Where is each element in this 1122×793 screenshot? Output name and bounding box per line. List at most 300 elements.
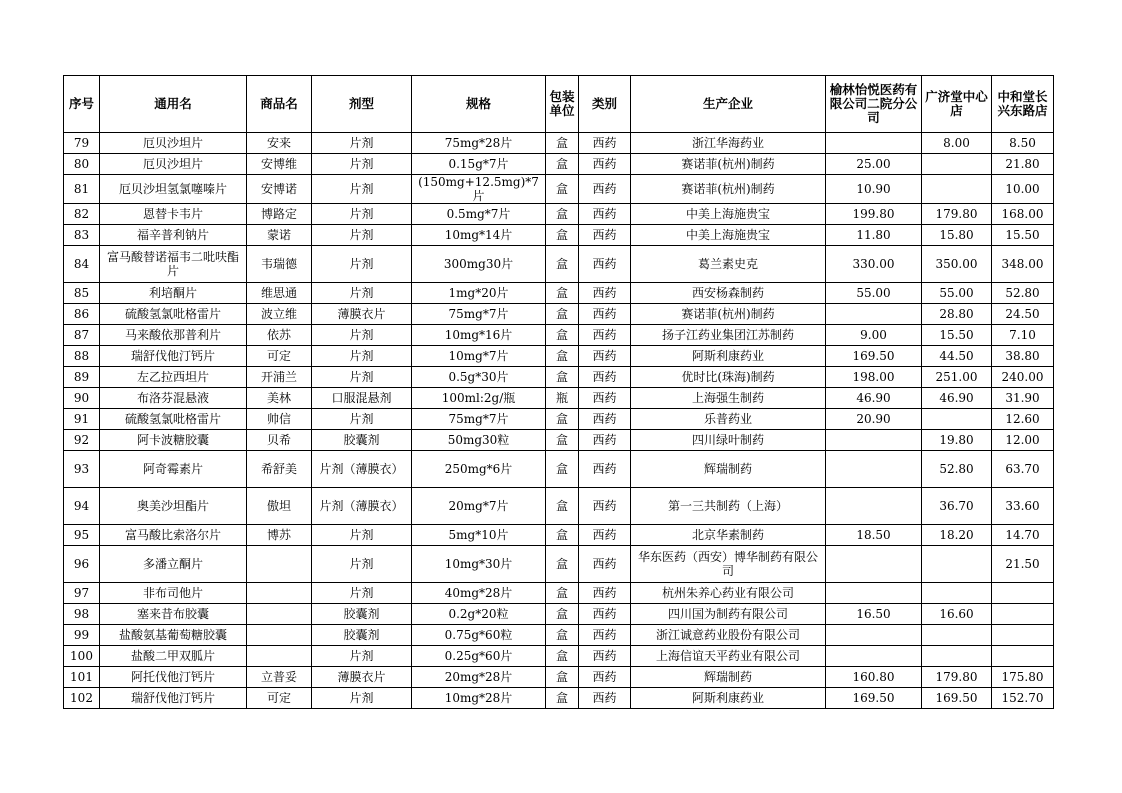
cell-package-unit: 盒 bbox=[546, 525, 579, 546]
cell-price-store-3: 152.70 bbox=[992, 688, 1054, 709]
cell-specification: 75mg*28片 bbox=[412, 133, 546, 154]
cell-price-store-3: 24.50 bbox=[992, 304, 1054, 325]
cell-dosage-form: 薄膜衣片 bbox=[312, 304, 412, 325]
cell-package-unit: 盒 bbox=[546, 283, 579, 304]
cell-generic-name: 塞来昔布胶囊 bbox=[100, 604, 247, 625]
cell-manufacturer: 葛兰素史克 bbox=[631, 246, 826, 283]
cell-price-store-3 bbox=[992, 604, 1054, 625]
cell-price-store-1: 198.00 bbox=[826, 367, 922, 388]
cell-specification: 0.75g*60粒 bbox=[412, 625, 546, 646]
col-header-price-store-2: 广济堂中心店 bbox=[922, 76, 992, 133]
cell-price-store-2: 55.00 bbox=[922, 283, 992, 304]
cell-manufacturer: 中美上海施贵宝 bbox=[631, 204, 826, 225]
cell-package-unit: 盒 bbox=[546, 325, 579, 346]
cell-price-store-1 bbox=[826, 583, 922, 604]
cell-price-store-2: 15.80 bbox=[922, 225, 992, 246]
cell-price-store-1 bbox=[826, 430, 922, 451]
cell-manufacturer: 华东医药（西安）博华制药有限公司 bbox=[631, 546, 826, 583]
cell-price-store-3: 175.80 bbox=[992, 667, 1054, 688]
cell-category: 西药 bbox=[579, 604, 631, 625]
cell-index: 80 bbox=[64, 154, 100, 175]
cell-manufacturer: 上海信谊天平药业有限公司 bbox=[631, 646, 826, 667]
cell-package-unit: 盒 bbox=[546, 133, 579, 154]
col-header-package-unit: 包装单位 bbox=[546, 76, 579, 133]
cell-price-store-1 bbox=[826, 451, 922, 488]
cell-manufacturer: 杭州朱养心药业有限公司 bbox=[631, 583, 826, 604]
cell-index: 101 bbox=[64, 667, 100, 688]
cell-dosage-form: 片剂 bbox=[312, 367, 412, 388]
cell-price-store-1: 55.00 bbox=[826, 283, 922, 304]
col-header-manufacturer: 生产企业 bbox=[631, 76, 826, 133]
cell-manufacturer: 优时比(珠海)制药 bbox=[631, 367, 826, 388]
cell-price-store-2 bbox=[922, 175, 992, 204]
cell-manufacturer: 西安杨森制药 bbox=[631, 283, 826, 304]
cell-brand-name: 博苏 bbox=[247, 525, 312, 546]
cell-price-store-1: 16.50 bbox=[826, 604, 922, 625]
cell-specification: 1mg*20片 bbox=[412, 283, 546, 304]
cell-price-store-3: 12.60 bbox=[992, 409, 1054, 430]
cell-price-store-1: 10.90 bbox=[826, 175, 922, 204]
cell-generic-name: 恩替卡韦片 bbox=[100, 204, 247, 225]
cell-manufacturer: 阿斯利康药业 bbox=[631, 346, 826, 367]
cell-package-unit: 盒 bbox=[546, 246, 579, 283]
cell-generic-name: 奥美沙坦酯片 bbox=[100, 488, 247, 525]
cell-index: 85 bbox=[64, 283, 100, 304]
cell-brand-name bbox=[247, 646, 312, 667]
cell-specification: 0.5g*30片 bbox=[412, 367, 546, 388]
cell-price-store-3: 15.50 bbox=[992, 225, 1054, 246]
cell-index: 90 bbox=[64, 388, 100, 409]
cell-manufacturer: 赛诺菲(杭州)制药 bbox=[631, 154, 826, 175]
cell-category: 西药 bbox=[579, 154, 631, 175]
cell-manufacturer: 第一三共制药（上海） bbox=[631, 488, 826, 525]
cell-package-unit: 盒 bbox=[546, 604, 579, 625]
cell-category: 西药 bbox=[579, 346, 631, 367]
table-body bbox=[64, 133, 1054, 709]
cell-manufacturer: 乐普药业 bbox=[631, 409, 826, 430]
cell-price-store-2 bbox=[922, 154, 992, 175]
col-header-category: 类别 bbox=[579, 76, 631, 133]
cell-package-unit: 盒 bbox=[546, 367, 579, 388]
cell-specification: 5mg*10片 bbox=[412, 525, 546, 546]
cell-dosage-form: 片剂 bbox=[312, 246, 412, 283]
cell-index: 94 bbox=[64, 488, 100, 525]
cell-index: 100 bbox=[64, 646, 100, 667]
table-row bbox=[64, 346, 1054, 367]
cell-specification: 50mg30粒 bbox=[412, 430, 546, 451]
cell-price-store-2 bbox=[922, 625, 992, 646]
cell-generic-name: 左乙拉西坦片 bbox=[100, 367, 247, 388]
cell-generic-name: 厄贝沙坦片 bbox=[100, 154, 247, 175]
cell-dosage-form: 薄膜衣片 bbox=[312, 667, 412, 688]
cell-price-store-3: 52.80 bbox=[992, 283, 1054, 304]
cell-dosage-form: 片剂 bbox=[312, 346, 412, 367]
cell-index: 89 bbox=[64, 367, 100, 388]
cell-manufacturer: 上海强生制药 bbox=[631, 388, 826, 409]
cell-generic-name: 多潘立酮片 bbox=[100, 546, 247, 583]
cell-category: 西药 bbox=[579, 304, 631, 325]
cell-dosage-form: 片剂 bbox=[312, 283, 412, 304]
table-row bbox=[64, 488, 1054, 525]
cell-specification: 300mg30片 bbox=[412, 246, 546, 283]
cell-index: 87 bbox=[64, 325, 100, 346]
cell-category: 西药 bbox=[579, 646, 631, 667]
cell-index: 84 bbox=[64, 246, 100, 283]
cell-manufacturer: 阿斯利康药业 bbox=[631, 688, 826, 709]
cell-price-store-2: 52.80 bbox=[922, 451, 992, 488]
cell-price-store-3: 14.70 bbox=[992, 525, 1054, 546]
cell-price-store-1 bbox=[826, 304, 922, 325]
cell-brand-name: 可定 bbox=[247, 688, 312, 709]
cell-price-store-2: 16.60 bbox=[922, 604, 992, 625]
cell-package-unit: 盒 bbox=[546, 667, 579, 688]
cell-manufacturer: 四川绿叶制药 bbox=[631, 430, 826, 451]
table-row bbox=[64, 325, 1054, 346]
cell-price-store-2: 15.50 bbox=[922, 325, 992, 346]
cell-package-unit: 盒 bbox=[546, 646, 579, 667]
cell-dosage-form: 片剂 bbox=[312, 154, 412, 175]
cell-generic-name: 马来酸依那普利片 bbox=[100, 325, 247, 346]
cell-dosage-form: 片剂 bbox=[312, 204, 412, 225]
cell-price-store-1 bbox=[826, 546, 922, 583]
cell-dosage-form: 口服混悬剂 bbox=[312, 388, 412, 409]
col-header-price-store-1: 榆林怡悦医药有限公司二院分公司 bbox=[826, 76, 922, 133]
cell-package-unit: 盒 bbox=[546, 409, 579, 430]
cell-price-store-1: 160.80 bbox=[826, 667, 922, 688]
cell-price-store-3 bbox=[992, 625, 1054, 646]
cell-brand-name bbox=[247, 583, 312, 604]
cell-specification: 10mg*28片 bbox=[412, 688, 546, 709]
cell-dosage-form: 片剂（薄膜衣） bbox=[312, 451, 412, 488]
cell-price-store-2: 169.50 bbox=[922, 688, 992, 709]
cell-package-unit: 盒 bbox=[546, 430, 579, 451]
cell-index: 83 bbox=[64, 225, 100, 246]
table-row bbox=[64, 625, 1054, 646]
cell-category: 西药 bbox=[579, 525, 631, 546]
cell-index: 95 bbox=[64, 525, 100, 546]
cell-category: 西药 bbox=[579, 688, 631, 709]
col-header-brand-name: 商品名 bbox=[247, 76, 312, 133]
cell-price-store-2: 46.90 bbox=[922, 388, 992, 409]
cell-index: 91 bbox=[64, 409, 100, 430]
cell-brand-name: 维思通 bbox=[247, 283, 312, 304]
cell-dosage-form: 片剂 bbox=[312, 225, 412, 246]
cell-dosage-form: 片剂（薄膜衣） bbox=[312, 488, 412, 525]
cell-price-store-1: 169.50 bbox=[826, 688, 922, 709]
cell-price-store-1 bbox=[826, 133, 922, 154]
cell-price-store-1 bbox=[826, 646, 922, 667]
cell-manufacturer: 赛诺菲(杭州)制药 bbox=[631, 304, 826, 325]
cell-generic-name: 硫酸氢氯吡格雷片 bbox=[100, 409, 247, 430]
cell-brand-name: 依苏 bbox=[247, 325, 312, 346]
cell-specification: 10mg*14片 bbox=[412, 225, 546, 246]
cell-package-unit: 盒 bbox=[546, 175, 579, 204]
cell-dosage-form: 片剂 bbox=[312, 546, 412, 583]
cell-index: 102 bbox=[64, 688, 100, 709]
cell-package-unit: 盒 bbox=[546, 225, 579, 246]
cell-index: 79 bbox=[64, 133, 100, 154]
table-row bbox=[64, 646, 1054, 667]
cell-brand-name: 韦瑞德 bbox=[247, 246, 312, 283]
cell-category: 西药 bbox=[579, 430, 631, 451]
table-row bbox=[64, 451, 1054, 488]
cell-specification: 0.2g*20粒 bbox=[412, 604, 546, 625]
cell-index: 96 bbox=[64, 546, 100, 583]
table-row bbox=[64, 367, 1054, 388]
cell-price-store-2: 179.80 bbox=[922, 667, 992, 688]
table-row bbox=[64, 204, 1054, 225]
cell-category: 西药 bbox=[579, 225, 631, 246]
cell-brand-name: 可定 bbox=[247, 346, 312, 367]
col-header-dosage-form: 剂型 bbox=[312, 76, 412, 133]
cell-brand-name bbox=[247, 625, 312, 646]
cell-package-unit: 盒 bbox=[546, 451, 579, 488]
cell-specification: 0.5mg*7片 bbox=[412, 204, 546, 225]
cell-package-unit: 盒 bbox=[546, 625, 579, 646]
cell-price-store-2: 251.00 bbox=[922, 367, 992, 388]
cell-generic-name: 盐酸氨基葡萄糖胶囊 bbox=[100, 625, 247, 646]
cell-dosage-form: 片剂 bbox=[312, 583, 412, 604]
table-row bbox=[64, 430, 1054, 451]
cell-package-unit: 盒 bbox=[546, 546, 579, 583]
cell-package-unit: 盒 bbox=[546, 583, 579, 604]
cell-dosage-form: 胶囊剂 bbox=[312, 625, 412, 646]
cell-price-store-2: 28.80 bbox=[922, 304, 992, 325]
cell-generic-name: 瑞舒伐他汀钙片 bbox=[100, 346, 247, 367]
cell-index: 99 bbox=[64, 625, 100, 646]
col-header-price-store-3: 中和堂长兴东路店 bbox=[992, 76, 1054, 133]
cell-dosage-form: 片剂 bbox=[312, 409, 412, 430]
cell-index: 88 bbox=[64, 346, 100, 367]
cell-generic-name: 富马酸比索洛尔片 bbox=[100, 525, 247, 546]
cell-category: 西药 bbox=[579, 667, 631, 688]
cell-generic-name: 厄贝沙坦片 bbox=[100, 133, 247, 154]
cell-brand-name: 希舒美 bbox=[247, 451, 312, 488]
cell-brand-name: 博路定 bbox=[247, 204, 312, 225]
cell-brand-name bbox=[247, 546, 312, 583]
cell-package-unit: 盒 bbox=[546, 304, 579, 325]
cell-manufacturer: 辉瑞制药 bbox=[631, 667, 826, 688]
cell-dosage-form: 片剂 bbox=[312, 175, 412, 204]
cell-manufacturer: 扬子江药业集团江苏制药 bbox=[631, 325, 826, 346]
table-row bbox=[64, 525, 1054, 546]
cell-specification: 40mg*28片 bbox=[412, 583, 546, 604]
cell-category: 西药 bbox=[579, 204, 631, 225]
cell-dosage-form: 片剂 bbox=[312, 325, 412, 346]
cell-generic-name: 硫酸氢氯吡格雷片 bbox=[100, 304, 247, 325]
cell-price-store-3: 12.00 bbox=[992, 430, 1054, 451]
cell-brand-name: 蒙诺 bbox=[247, 225, 312, 246]
cell-price-store-1: 199.80 bbox=[826, 204, 922, 225]
cell-specification: 75mg*7片 bbox=[412, 304, 546, 325]
cell-price-store-3 bbox=[992, 583, 1054, 604]
cell-dosage-form: 片剂 bbox=[312, 646, 412, 667]
cell-price-store-2: 179.80 bbox=[922, 204, 992, 225]
cell-brand-name: 波立维 bbox=[247, 304, 312, 325]
cell-price-store-3: 33.60 bbox=[992, 488, 1054, 525]
cell-package-unit: 盒 bbox=[546, 154, 579, 175]
cell-price-store-2 bbox=[922, 409, 992, 430]
cell-generic-name: 富马酸替诺福韦二吡呋酯片 bbox=[100, 246, 247, 283]
cell-package-unit: 盒 bbox=[546, 688, 579, 709]
cell-category: 西药 bbox=[579, 246, 631, 283]
cell-dosage-form: 胶囊剂 bbox=[312, 430, 412, 451]
table-row bbox=[64, 409, 1054, 430]
cell-price-store-3: 31.90 bbox=[992, 388, 1054, 409]
cell-price-store-3: 38.80 bbox=[992, 346, 1054, 367]
cell-price-store-2: 19.80 bbox=[922, 430, 992, 451]
table-row bbox=[64, 688, 1054, 709]
cell-category: 西药 bbox=[579, 625, 631, 646]
cell-category: 西药 bbox=[579, 175, 631, 204]
cell-index: 97 bbox=[64, 583, 100, 604]
cell-category: 西药 bbox=[579, 409, 631, 430]
cell-brand-name: 开浦兰 bbox=[247, 367, 312, 388]
cell-brand-name: 傲坦 bbox=[247, 488, 312, 525]
header-row bbox=[64, 76, 1054, 133]
cell-price-store-1 bbox=[826, 488, 922, 525]
cell-index: 82 bbox=[64, 204, 100, 225]
cell-specification: 10mg*7片 bbox=[412, 346, 546, 367]
col-header-generic-name: 通用名 bbox=[100, 76, 247, 133]
cell-price-store-1: 169.50 bbox=[826, 346, 922, 367]
cell-price-store-1 bbox=[826, 625, 922, 646]
cell-brand-name: 美林 bbox=[247, 388, 312, 409]
table-row bbox=[64, 133, 1054, 154]
table-row bbox=[64, 283, 1054, 304]
cell-price-store-3: 63.70 bbox=[992, 451, 1054, 488]
cell-category: 西药 bbox=[579, 133, 631, 154]
cell-price-store-3: 240.00 bbox=[992, 367, 1054, 388]
cell-category: 西药 bbox=[579, 451, 631, 488]
cell-specification: 250mg*6片 bbox=[412, 451, 546, 488]
cell-specification: 75mg*7片 bbox=[412, 409, 546, 430]
cell-category: 西药 bbox=[579, 283, 631, 304]
table-row bbox=[64, 175, 1054, 204]
cell-generic-name: 福辛普利钠片 bbox=[100, 225, 247, 246]
cell-manufacturer: 赛诺菲(杭州)制药 bbox=[631, 175, 826, 204]
table-row bbox=[64, 667, 1054, 688]
cell-specification: 0.15g*7片 bbox=[412, 154, 546, 175]
cell-price-store-2: 350.00 bbox=[922, 246, 992, 283]
cell-price-store-1: 25.00 bbox=[826, 154, 922, 175]
cell-dosage-form: 胶囊剂 bbox=[312, 604, 412, 625]
cell-generic-name: 布洛芬混悬液 bbox=[100, 388, 247, 409]
cell-index: 93 bbox=[64, 451, 100, 488]
cell-specification: 20mg*28片 bbox=[412, 667, 546, 688]
cell-brand-name bbox=[247, 604, 312, 625]
cell-specification: 10mg*30片 bbox=[412, 546, 546, 583]
cell-generic-name: 阿奇霉素片 bbox=[100, 451, 247, 488]
cell-price-store-3 bbox=[992, 646, 1054, 667]
table-row bbox=[64, 225, 1054, 246]
cell-price-store-2: 18.20 bbox=[922, 525, 992, 546]
cell-index: 98 bbox=[64, 604, 100, 625]
cell-manufacturer: 中美上海施贵宝 bbox=[631, 225, 826, 246]
cell-category: 西药 bbox=[579, 546, 631, 583]
cell-price-store-1: 330.00 bbox=[826, 246, 922, 283]
cell-manufacturer: 浙江诚意药业股份有限公司 bbox=[631, 625, 826, 646]
cell-generic-name: 瑞舒伐他汀钙片 bbox=[100, 688, 247, 709]
cell-price-store-2 bbox=[922, 646, 992, 667]
cell-brand-name: 帅信 bbox=[247, 409, 312, 430]
cell-package-unit: 盒 bbox=[546, 488, 579, 525]
table-row bbox=[64, 604, 1054, 625]
cell-generic-name: 阿卡波糖胶囊 bbox=[100, 430, 247, 451]
cell-price-store-3: 10.00 bbox=[992, 175, 1054, 204]
cell-price-store-2 bbox=[922, 583, 992, 604]
cell-category: 西药 bbox=[579, 367, 631, 388]
cell-index: 92 bbox=[64, 430, 100, 451]
table-row bbox=[64, 583, 1054, 604]
cell-price-store-1: 46.90 bbox=[826, 388, 922, 409]
cell-price-store-2: 8.00 bbox=[922, 133, 992, 154]
cell-manufacturer: 浙江华海药业 bbox=[631, 133, 826, 154]
cell-price-store-2: 36.70 bbox=[922, 488, 992, 525]
cell-price-store-1: 18.50 bbox=[826, 525, 922, 546]
cell-manufacturer: 四川国为制药有限公司 bbox=[631, 604, 826, 625]
cell-package-unit: 瓶 bbox=[546, 388, 579, 409]
col-header-index: 序号 bbox=[64, 76, 100, 133]
cell-category: 西药 bbox=[579, 583, 631, 604]
cell-index: 81 bbox=[64, 175, 100, 204]
col-header-specification: 规格 bbox=[412, 76, 546, 133]
cell-price-store-2 bbox=[922, 546, 992, 583]
cell-brand-name: 贝希 bbox=[247, 430, 312, 451]
cell-price-store-3: 7.10 bbox=[992, 325, 1054, 346]
cell-generic-name: 非布司他片 bbox=[100, 583, 247, 604]
cell-price-store-1: 20.90 bbox=[826, 409, 922, 430]
cell-price-store-3: 21.50 bbox=[992, 546, 1054, 583]
table-row bbox=[64, 388, 1054, 409]
cell-package-unit: 盒 bbox=[546, 204, 579, 225]
table-row bbox=[64, 154, 1054, 175]
cell-price-store-1: 11.80 bbox=[826, 225, 922, 246]
cell-package-unit: 盒 bbox=[546, 346, 579, 367]
cell-price-store-2: 44.50 bbox=[922, 346, 992, 367]
cell-brand-name: 立普妥 bbox=[247, 667, 312, 688]
cell-generic-name: 阿托伐他汀钙片 bbox=[100, 667, 247, 688]
cell-brand-name: 安来 bbox=[247, 133, 312, 154]
table-row bbox=[64, 304, 1054, 325]
cell-generic-name: 厄贝沙坦氢氯噻嗪片 bbox=[100, 175, 247, 204]
cell-manufacturer: 辉瑞制药 bbox=[631, 451, 826, 488]
cell-dosage-form: 片剂 bbox=[312, 688, 412, 709]
cell-brand-name: 安博诺 bbox=[247, 175, 312, 204]
cell-category: 西药 bbox=[579, 488, 631, 525]
cell-generic-name: 盐酸二甲双胍片 bbox=[100, 646, 247, 667]
table-row bbox=[64, 546, 1054, 583]
cell-dosage-form: 片剂 bbox=[312, 525, 412, 546]
cell-price-store-3: 8.50 bbox=[992, 133, 1054, 154]
cell-specification: 20mg*7片 bbox=[412, 488, 546, 525]
cell-brand-name: 安博维 bbox=[247, 154, 312, 175]
cell-generic-name: 利培酮片 bbox=[100, 283, 247, 304]
cell-specification: (150mg+12.5mg)*7片 bbox=[412, 175, 546, 204]
cell-price-store-3: 348.00 bbox=[992, 246, 1054, 283]
cell-category: 西药 bbox=[579, 325, 631, 346]
drug-price-table bbox=[63, 75, 1054, 709]
cell-price-store-3: 168.00 bbox=[992, 204, 1054, 225]
cell-specification: 100ml:2g/瓶 bbox=[412, 388, 546, 409]
cell-price-store-3: 21.80 bbox=[992, 154, 1054, 175]
cell-specification: 10mg*16片 bbox=[412, 325, 546, 346]
cell-dosage-form: 片剂 bbox=[312, 133, 412, 154]
cell-specification: 0.25g*60片 bbox=[412, 646, 546, 667]
cell-manufacturer: 北京华素制药 bbox=[631, 525, 826, 546]
cell-category: 西药 bbox=[579, 388, 631, 409]
cell-index: 86 bbox=[64, 304, 100, 325]
